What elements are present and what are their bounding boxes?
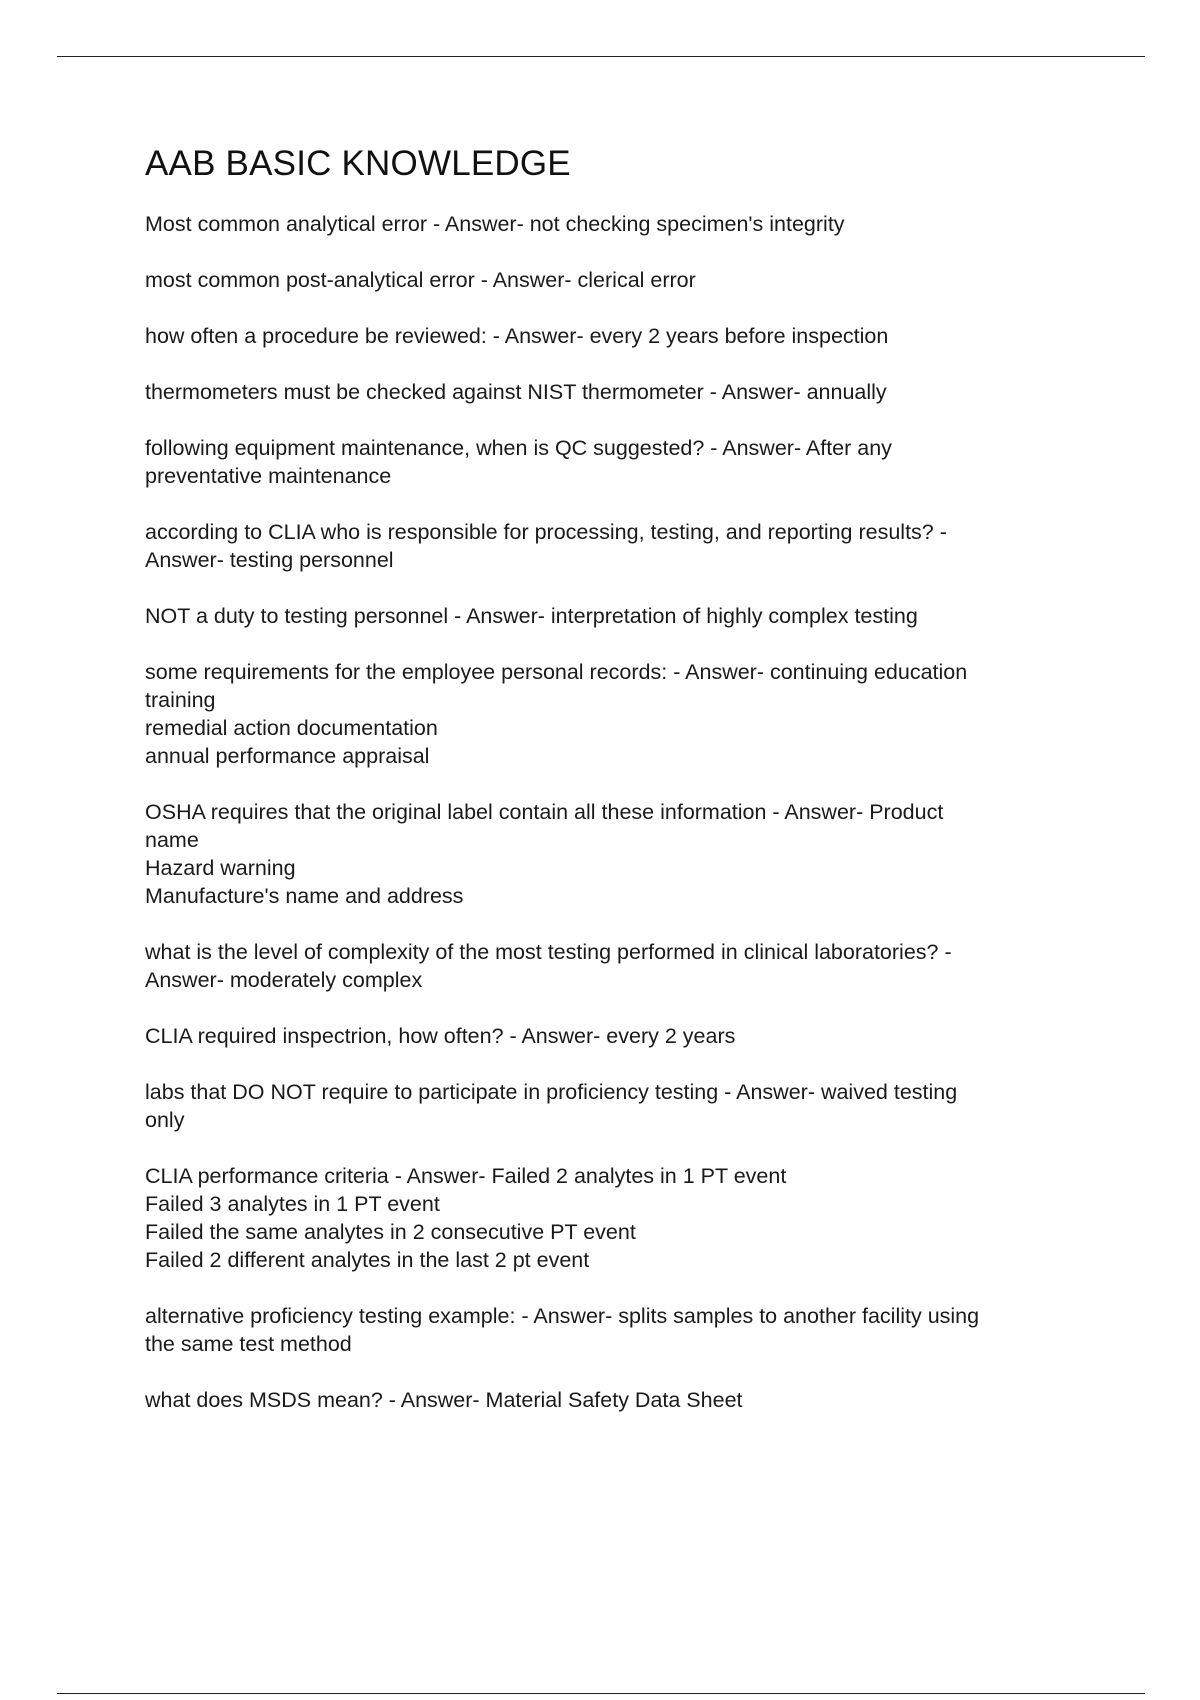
qa-text-line: Manufacture's name and address xyxy=(145,884,464,908)
qa-entry xyxy=(145,938,1095,994)
qa-text-line: Hazard warning xyxy=(145,856,296,880)
qa-text-line: annual performance appraisal xyxy=(145,744,430,768)
qa-entry xyxy=(145,266,1095,294)
document-body xyxy=(145,141,1095,1442)
qa-entry xyxy=(145,1386,1095,1414)
qa-text-line: thermometers must be checked against NIST thermometer - Answer- annually xyxy=(145,380,887,404)
qa-text-line: following equipment maintenance, when is QC suggested? - Answer- After any xyxy=(145,436,892,460)
qa-text-line: what is the level of complexity of the most testing performed in clinical laboratories? - xyxy=(145,940,952,964)
qa-text-line: how often a procedure be reviewed: - Answer- every 2 years before inspection xyxy=(145,324,889,348)
qa-entry xyxy=(145,798,1095,910)
qa-text-line: remedial action documentation xyxy=(145,716,438,740)
qa-entry xyxy=(145,518,1095,574)
qa-entry xyxy=(145,210,1095,238)
qa-text-line: according to CLIA who is responsible for processing, testing, and reporting results? - xyxy=(145,520,947,544)
qa-entry xyxy=(145,378,1095,406)
qa-entry xyxy=(145,1162,1095,1274)
qa-entry xyxy=(145,1302,1095,1358)
qa-text-line: preventative maintenance xyxy=(145,464,392,488)
qa-entry xyxy=(145,1022,1095,1050)
qa-text-line: alternative proficiency testing example: - Answer- splits samples to another facility using xyxy=(145,1304,980,1328)
qa-text-line: what does MSDS mean? - Answer- Material Safety Data Sheet xyxy=(145,1388,743,1412)
qa-text-line: most common post-analytical error - Answer- clerical error xyxy=(145,268,696,292)
qa-entry xyxy=(145,1078,1095,1134)
qa-text-line: name xyxy=(145,828,199,852)
qa-text-line: CLIA performance criteria - Answer- Failed 2 analytes in 1 PT event xyxy=(145,1164,787,1188)
header-rule xyxy=(57,56,1145,57)
qa-text-line: training xyxy=(145,688,216,712)
qa-entry xyxy=(145,602,1095,630)
qa-text-line: labs that DO NOT require to participate in proficiency testing - Answer- waived testing xyxy=(145,1080,958,1104)
qa-text-line: Answer- moderately complex xyxy=(145,968,423,992)
qa-text-line: Most common analytical error - Answer- not checking specimen's integrity xyxy=(145,212,845,236)
qa-text-line: only xyxy=(145,1108,185,1132)
footer-rule xyxy=(57,1693,1145,1694)
qa-text-line: NOT a duty to testing personnel - Answer- interpretation of highly complex testing xyxy=(145,604,918,628)
qa-text-line: Failed the same analytes in 2 consecutive PT event xyxy=(145,1220,636,1244)
document-title: AAB BASIC KNOWLEDGE xyxy=(145,144,571,183)
qa-text-line: Answer- testing personnel xyxy=(145,548,394,572)
qa-text-line: the same test method xyxy=(145,1332,352,1356)
qa-entry xyxy=(145,322,1095,350)
qa-text-line: CLIA required inspectrion, how often? - Answer- every 2 years xyxy=(145,1024,736,1048)
qa-text-line: Failed 3 analytes in 1 PT event xyxy=(145,1192,440,1216)
qa-text-line: Failed 2 different analytes in the last 2 pt event xyxy=(145,1248,590,1272)
qa-entry xyxy=(145,658,1095,770)
qa-text-line: OSHA requires that the original label contain all these information - Answer- Product xyxy=(145,800,944,824)
qa-entry xyxy=(145,434,1095,490)
qa-text-line: some requirements for the employee personal records: - Answer- continuing education xyxy=(145,660,968,684)
